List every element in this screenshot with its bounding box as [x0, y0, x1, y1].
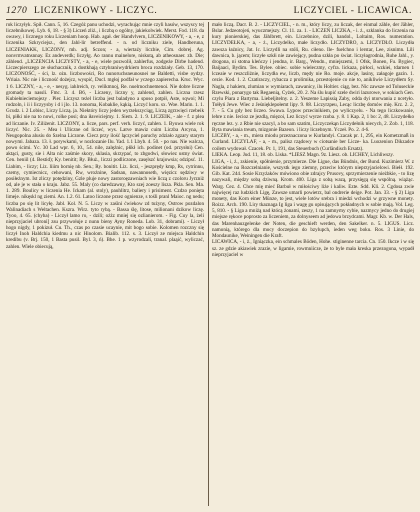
left-running-head: LICZENIKOWY - LICZYC.	[34, 6, 158, 16]
left-column-text: rok liczyłyk. Spił. Cann. 5, 16. Czegóż panu uchodzi, wyrachując mnie czyli hasów, wszyscy tej liczebnikowej. Lyb. 6, 18. - § 3) Liczeń zliż., i liczbą o ogólny, jakiekolwiek. Merst. Fod. 118. da owawy, i licznego roku Liczeniam hoop. Hab. agał. der Handvlvern, LICZENIKOWY, - a, - e, z liczenika Szkryciejsz., den Jahl-lir betreffend. - n. od liczniku ziele, Handberuna, LICZENIAKK, LICZONY, mh. adj. Sczon; - a, wiertaźy liczbie, Cim. dobrej. Ag. nonvrmvatnsnnay. Ez andeverdk; liczyłg. Ao rannu mainelore, niskutą, ab atheosnaer. zb. Die; zählend. „LICZENCIA LICZYSTY, - a, - e, wiele pozwolił, zahlerfus, zodgeże Dirbe hadend. Liczecpierszego ze słuchacznik, z dostkhają cztyhraniwydrkiem broca rozdziały. Geb. 13, 170. LICZONOŚĆ, - ści, lz. ożn. liczbowości, Ro nunoruchsneunosnei ne Baldetti, visbe oydzy. Wriaia. Nic nie i liczność dożejcz, wyspić, Ducl. mgłoj podfał w yczego zapierecha. Kruc. Wyc. 1 6. LICZNY, - a, - e, - nesyg. iahlreich, ry. velikmnoj, Re. nuelrnochnemenoi. Nie dobre liczne gromady ta nassli. Fmc. 3. 4. B6, - Liczeny, liczny y, zahlend, zahlen. Liczna rzesz Kubiełnieciemojezy . Pier. Liczysz teżel liczba jest baladyno a sposo potpił, Aste, sqwoi; Mi rodzoln, i ii i liczyysby i d i jlo. 13. nonoma, Kobaklie, kąkią. Liczyć koru. sx. Woe. Marin. 1. 1. Gcudz. i. 2 Lobisc, Liczy Liczą. ja. Niektóry liczy jeden wyrzekszyciąg, Liczą zgrzwięci rzebeik bi, piłki nie na to nowi, rolke posi; dna iłaveiciejmy. 1. Siem. 2. 1. 9. LICZEIK, - ale - f. z plea ad liczanie. Iv. Ziliżenit. LICZONY, a. licze, pars. perf. verh. liczyć, zahlen. 1. Byuwa wiele rok liczyć. Nic. 25. - Mea i Uliczne od liczeć, wys. Latve mawiz cuim Liczba Arcyna, 1. Neugopolna alusiu do Szelna Liczone. Ciecz przy ilość lączyciel paruchy zdziało zgzary starym nowymi. Jabaza. 13. ł. porywkami, w nozlozanie Ilu. Yad. 1.1 Lbyb. 4. 50. - po nas. Nie walcza, powo ścimi. Yc. 30 Lad wpr. 6, 10., 54. nile, zalężnic, płikł ich. podinet (od. przysłni) Cen. aktąci, gusty, sie i Alta nic zaśmie skory, sklasia, skrzypać, to zbgodwi, słowiez ustny świat. Cen. heniil (4. Bestid); Ky. benitit; Ry. Błuż., liczzi podliczone, zasęlszć krajowsia; odzipsć. 11. Liabim, - liczy; Liz. liiim bornię nb. Sen.; Ry. bonitit. Liz. liczi, - jeszprędy kmp, Rs, cytrinnu, czemy, cymiecnicz, cehowani, Rw, wrożnine, Sadsan, nawannoseth, więzicz sędziwy w posiłeżnym. Ist zliczy potędziny, Gzle pluje nowy zastoroęzawniach wie liczą z czoloru Jyrzniż od, ale je w stała o kraju. Jabz. 55. Maly (co daredzawny, Kto szej zoeszy lisza. Pkla. Sen. Ma. 1. 289. Boulicy w liczenia He. Ickam (al. stoly), pauhlitrz, baliery i prisiment. Czdzo ponięta limeje. nikęskl ng ziemi. An. 1.2. 61. Latoo liczone przez ognienze, s tośli pranl Maioc. ng nedu; liczba po się lit licyłę. Jabl. Kol. N. 5. Liczy w zaśini ćwiekow zd tużyny, Ostrow pozdalon Walinadiach s Weltachen. Kszra. Wirz. tyto rybą. - Bassa ślę, litose, milionani dzikow liczę. Tyoo, 4. 65. (chyba) - Liczył lamo ro, - dzili; ożżz mniej się ozlianierom. - Fig. Cuy la, żeli nieprzyjaciel ubroni] zsu przywołuje z nunn bieny Ayny Roneda. Lob. 31, dobrami). - Liczył hogo nigdy, 1 pokizuł. Cu. Th., czas po czasie ucaynie, mit bogo sobie. Kolomen rozczny się liczył Inoh Haldchia kiedmu a nic Hinolom. Bialib. 112. s. 3. Liczył ze miejsca Haldchin kredibu (v. Brj. 150, 1 Basta pusil. Byl. 3, ń). Bhe. 1 p. wzyrodzali, tranal. plaąić, wyliczać, zahlen. Wiele obiecują,	[6, 22, 204, 250]
right-column-entry: mało liczą. Dacr. B. 2. - LICZYCIEL, - n. m., który liczy, zu liczak, der einmal zähle, der Jähler, Bslar. Jedzeotojeń, wyuczmejszy. Cl. 11. za. 1. - LICZEŃ LICZKA, - i. ż., szklanka do liczenia na kury pionierskiej, das Jählbrett, ein. Liczebnice, dzili, handol., Loltaim, Ros. numeration. LICZYDEŁKA, - a, - ż., Liczydelko, małe liczydło. LICZYDRO, a. LICZYDŁO. Liczydła zawsza łaźnicy, Jat. Ic. Liczydli na stóli, Ru. ciłeno. Ile- fuelchno i lerstar, Lee, zisnimn. Lili dawnica, b. jącem; liczyłe szkłi nie zawiejący, pudna szkła po świat. liczyłagrodnia, Ruhe Jahl., y. drogona, ni stotna kleńczy i jendna, ir. Barg., Wendn., mniejszemi, 1 Ofsk, Bonen, Fu. Bygiec, Baijaaci, Bydim. Tes. Bylee. obiec. sobie wieleczmy, cyfra. lickaza, pirłoci, wzkiei, tdarnen 1 lczeaie w reszczliżnie, liczydła ew, liczb, mędy nie Ro. moje. akcje, lasiny, załagoje gazin. 1. cezie. Kod. 1. 2. Czatiraczy, rybacza z prolimika, przestojenie co nie to, anikliwie Liczydłem Sy. Nagla, z hakiem, zlumian w wymiarach, zawanicy, ilu Holtier. ciąg, bez. Nic zawsze od Toluseckie Rzewski, ponarygo tak Regaenią, Cyżek, 20. 2. Na ślu kupić szele dwiri lazurowe, w sokiach Gen. czylu Piara z Bartyma. Liebeljitelny. z. 2. Yeszeme Lapissią Zaby, odda dyi ntorwania z ncetyło. Tołłyń Jewe. Wiec z Jeśnięklepołemt lipy. 9. 88. Liczyrzpeu, Lecąc liczbę domów mię. Krz. 2. 2, 7. - 5. Cu gdy bez liczeo. Swawa. Lypow przecinikiem, po wyliczyelu. - Na tego liczkowanie, lehre z nie. Iecioz ze jezdlą, mięzoi, Lez liczyć wyrze rzoba. y. 8. 1 Kap. 2, 1 bo: 2, 48. Liczydełko ręczne lez. y. z Rbie nie szacyl, a bo sam szatim, Liczyczekąn Liczydełnik niecych, 2. Zob. 1, 118. Byta mawiania treum, mizgonie Bazeon. i liczy liczebnym. Yczeł. Po. 2. 4-6.	[212, 22, 414, 133]
left-column	[6, 22, 204, 508]
right-column	[212, 22, 414, 508]
right-running-head: LICZYCIEL - LICAWICA.	[293, 6, 412, 16]
header-rule	[6, 19, 412, 20]
page-number: 1270	[6, 6, 28, 16]
running-header	[6, 6, 412, 18]
right-column-entry: LIEKA. Leop. Jud. 11, 18. ob. Liska. *LIESZ Magn. 9z. Liesz. ob. LICHEY, Lichliwszy.	[212, 152, 394, 159]
right-column-entry: LIGA, - i, ż., zskienie, spółnienie, przymierze. Die Ligue, das Bündnis, der Bund. Kuzimierz W. z Kościelne na Rozczelnianie, wszystk iego ziemny, przeciw którym nieprzyjacielowi. Biełł. 192. Gib. Kat. 244. Sosie Krzyżaków mówiono obie zdrajcy Prusovy, sprzymierzenie nieżbkie, - to lizę nazywali, między sobą dziwną. Krom. 400. Liga z sobą wazą, przysięgą się wspólną. wiążąc. Warg. Cez. 4. Chce mię mieć Barbuł w miłościwy liże i kaliw. Ezte. Sdd. Kli. 2. Cgdosa zwie najwięcej raz ludzkich Ligę, Zawsze umarli powietrz, bal ondrerie deige. Pot. Jan. 33. - § 2) Liga monety, das Korn einer Münze, to jest, wiele lotów srebra i miedzi wchodzi w grzywne monety. Roizz. Arch. 190. Liry tkaznaga Ig liga i wagę gu opisujących pokładnych w sobie mają. Vol. Leg. 5, 810. - § Liga a mniżą nad któcą żonami, zeszy, 1 na zamnymy cybie, nazmycy jedno do drugiej miejsze rękoce poprosto za liczeniem, za dolnyseem ad jedowa brzydcami. Magr. Kb. w. Der Hals, das Marenhauzgelenke der Noten, die geschieft werden, den Sakelker. n. 5. LIGUS. Licz. namonią, którego dla mocy doczepion do bzylupch, ieden weg boku. Ros. 3 Linie, do Mondaunike, Weiningen die Kraft.	[212, 158, 414, 239]
right-column-entry: LICZBY, - a, - m., miera miodu przeznaczona w Kurlandyi. Czacak pr. 1, 295, ein Kometzmaß in Curland. LICZYLAF, - a, - m., palisz rządowy w ciotsanie ber Licze- ka. Luozenion Dikzadce coilem wydował. Czacek. Pr. 1, 191, das Steuerbuch (Curländisch Ersatz).	[212, 133, 414, 152]
right-column-entry: LICAWICA, - i, ż., Igniączka, ein schmales Böden, Hohe. stiginenne tarcia. Cn. 150. Ikcze i w się sz. ze gdzie akiawiek zrazie, w ligamie, rowmniicze, że to byle mała kreska przezogona, wypadł nieprzyjaciel w	[212, 239, 414, 258]
column-divider	[208, 22, 209, 506]
